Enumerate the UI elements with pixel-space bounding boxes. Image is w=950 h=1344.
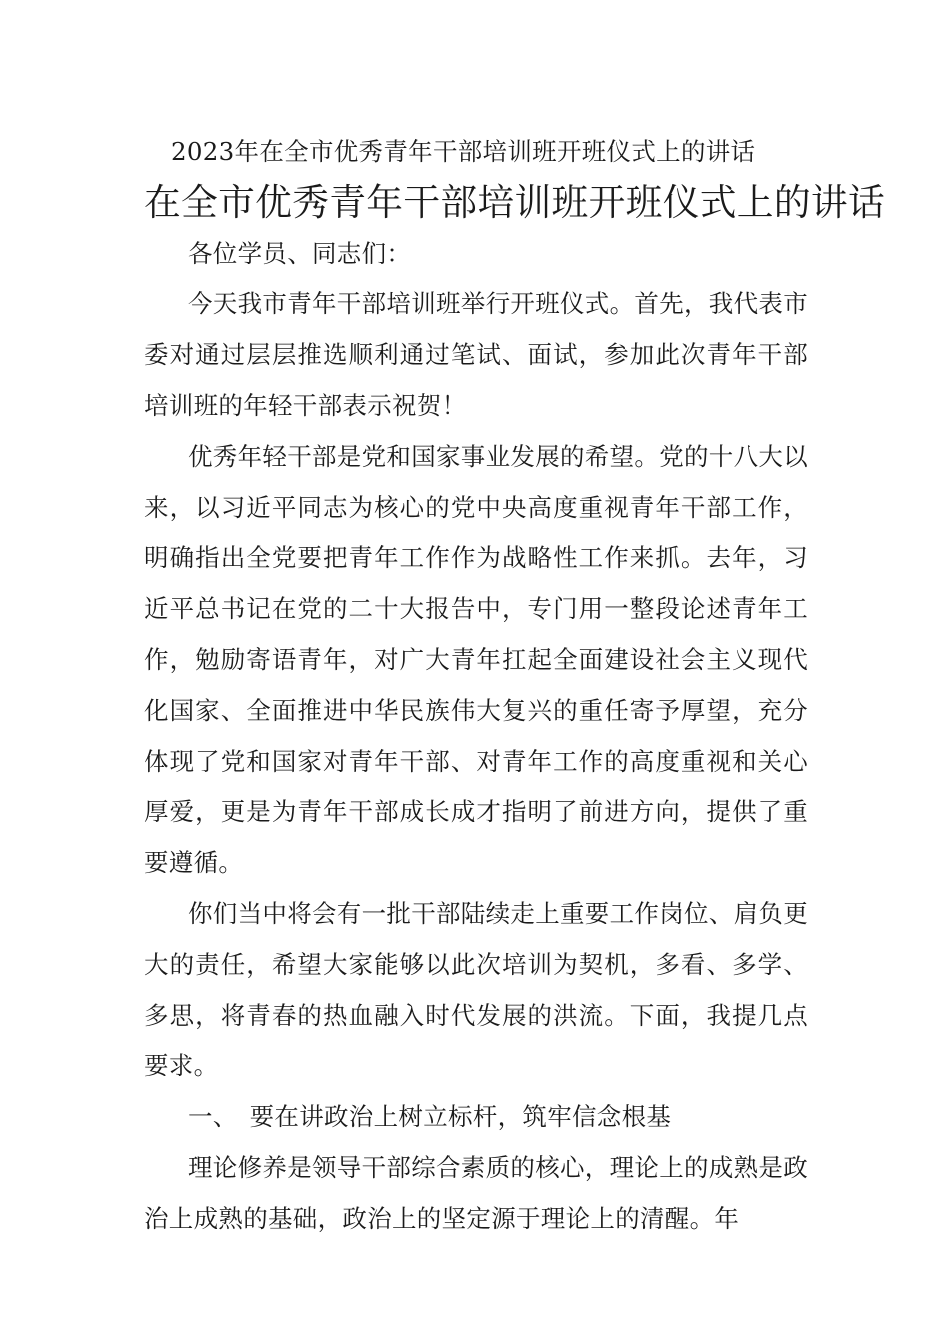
paragraph-significance: 优秀年轻干部是党和国家事业发展的希望。党的十八大以来，以习近平同志为核心的党中央高度重视青年干部工作，明确指出全党要把青年工作作为战略性工作来抓。去年，习近平总书记在党的二十大报告中，专门用一整段论述青年工作，勉励寄语青年，对广大青年扛起全面建设社会主义现代化国家、全面推进中华民族伟大复兴的重任寄予厚望，充分体现了党和国家对青年干部、对青年工作的高度重视和关心厚爱，更是为青年干部成长成才指明了前进方向，提供了重要遵循。: [144, 441, 808, 878]
paragraph-expectations: 你们当中将会有一批干部陆续走上重要工作岗位、肩负更大的责任，希望大家能够以此次培训为契机，多看、多学、多思，将青春的热血融入时代发展的洪流。下面，我提几点要求。: [144, 898, 808, 1081]
section-heading: [144, 1092, 808, 1143]
paragraph-theory: 理论修养是领导干部综合素质的核心，理论上的成熟是政治上成熟的基础，政治上的坚定源于理论上的清醒。年: [144, 1152, 808, 1233]
section-heading-text: 要在讲政治上树立标杆，筑牢信念根基: [249, 1102, 672, 1132]
document-body: [144, 127, 886, 1245]
section-heading-number: 一、: [188, 1102, 238, 1132]
document-title: 2023年在全市优秀青年干部培训班开班仪式上的讲话: [171, 137, 756, 166]
greeting: 各位学员、同志们：: [188, 238, 412, 268]
document-subtitle: 在全市优秀青年干部培训班开班仪式上的讲话: [144, 180, 886, 224]
paragraph-opening: 今天我市青年干部培训班举行开班仪式。首先，我代表市委对通过层层推选顺利通过笔试、面试，参加此次青年干部培训班的年轻干部表示祝贺！: [144, 289, 808, 420]
